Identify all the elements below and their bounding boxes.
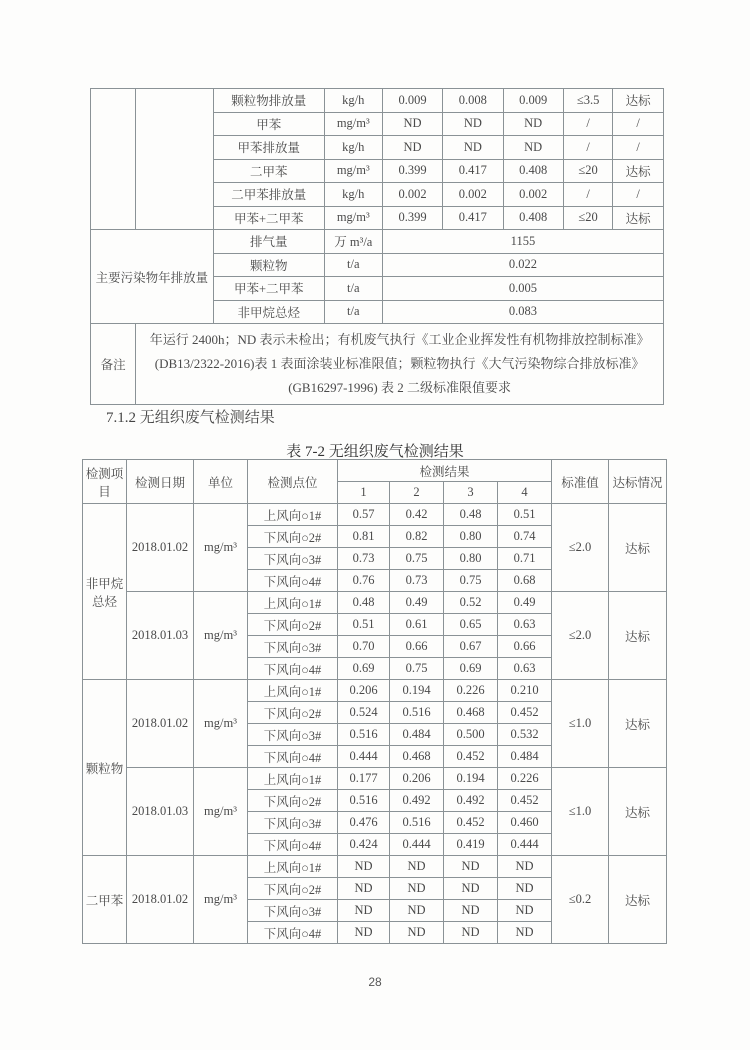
value-cell: 0.500	[444, 724, 498, 746]
value-cell: ND	[444, 878, 498, 900]
emission-table-continued	[90, 88, 664, 405]
unit-cell: mg/m³	[194, 768, 248, 856]
value-cell: ND	[390, 856, 444, 878]
blank-cell	[91, 89, 136, 230]
unit-cell: mg/m³	[194, 592, 248, 680]
value-cell: 0.57	[338, 504, 390, 526]
date-cell: 2018.01.02	[127, 504, 194, 592]
result-cell: 达标	[613, 89, 664, 113]
point-cell: 下风向○4#	[248, 922, 338, 944]
value-cell: 0.468	[444, 702, 498, 724]
value-cell: 0.452	[498, 790, 552, 812]
item-cell: 甲苯+二甲苯	[213, 277, 324, 301]
date-cell: 2018.01.02	[127, 856, 194, 944]
value-cell: 0.484	[498, 746, 552, 768]
point-cell: 上风向○1#	[248, 680, 338, 702]
value-cell: 0.009	[503, 89, 563, 113]
value-cell: 0.71	[498, 548, 552, 570]
value-cell: 0.452	[444, 746, 498, 768]
item-cell: 甲苯排放量	[213, 136, 324, 160]
value-cell: 0.52	[444, 592, 498, 614]
value-cell: ND	[498, 878, 552, 900]
unit-cell: mg/m³	[324, 159, 382, 183]
limit-cell: ≤1.0	[552, 680, 609, 768]
value-cell: 0.69	[338, 658, 390, 680]
item-cell: 非甲烷总烃	[213, 300, 324, 324]
value-cell: 0.484	[390, 724, 444, 746]
value-cell: 0.516	[390, 702, 444, 724]
limit-cell: /	[563, 112, 613, 136]
point-cell: 下风向○3#	[248, 724, 338, 746]
value-cell: 0.516	[338, 724, 390, 746]
value-cell: 0.408	[503, 159, 563, 183]
value-cell: 0.002	[382, 183, 442, 207]
point-cell: 下风向○3#	[248, 812, 338, 834]
value-cell: 0.005	[382, 277, 663, 301]
result-cell: 达标	[613, 159, 664, 183]
point-cell: 下风向○2#	[248, 790, 338, 812]
value-cell: 0.399	[382, 206, 442, 230]
value-cell: 0.417	[443, 206, 503, 230]
value-cell: 0.444	[390, 834, 444, 856]
point-cell: 下风向○2#	[248, 878, 338, 900]
value-cell: 0.008	[443, 89, 503, 113]
value-cell: 0.194	[444, 768, 498, 790]
limit-cell: /	[563, 183, 613, 207]
status-cell: 达标	[609, 680, 667, 768]
page-number: 28	[368, 975, 382, 989]
point-cell: 上风向○1#	[248, 592, 338, 614]
limit-cell: ≤2.0	[552, 592, 609, 680]
unit-cell: kg/h	[324, 183, 382, 207]
item-cell: 颗粒物	[213, 253, 324, 277]
header-results: 检测结果	[338, 460, 552, 482]
value-cell: 0.75	[390, 658, 444, 680]
header-point: 检测点位	[248, 460, 338, 504]
value-cell: 0.66	[390, 636, 444, 658]
note-line: (DB13/2322-2016)表 1 表面涂装业标准限值；颗粒物执行《大气污染物综合排放标准》	[154, 356, 645, 371]
value-cell: 0.49	[498, 592, 552, 614]
table-row	[91, 230, 664, 254]
result-cell: 达标	[613, 206, 664, 230]
value-cell: ND	[382, 136, 442, 160]
unit-cell: mg/m³	[194, 680, 248, 768]
value-cell: ND	[338, 900, 390, 922]
note-label: 备注	[91, 324, 136, 405]
header-r3: 3	[444, 482, 498, 504]
header-r4: 4	[498, 482, 552, 504]
header-r2: 2	[390, 482, 444, 504]
limit-cell: ≤2.0	[552, 504, 609, 592]
value-cell: 0.492	[444, 790, 498, 812]
value-cell: 0.468	[390, 746, 444, 768]
value-cell: 0.67	[444, 636, 498, 658]
value-cell: 0.408	[503, 206, 563, 230]
value-cell: ND	[338, 878, 390, 900]
value-cell: 0.76	[338, 570, 390, 592]
value-cell: 0.476	[338, 812, 390, 834]
value-cell: 0.49	[390, 592, 444, 614]
blank-cell	[136, 89, 214, 230]
value-cell: 0.417	[443, 159, 503, 183]
item-cell: 二甲苯	[213, 159, 324, 183]
value-cell: 0.69	[444, 658, 498, 680]
unit-cell: t/a	[324, 253, 382, 277]
value-cell: 0.80	[444, 548, 498, 570]
value-cell: 0.66	[498, 636, 552, 658]
table-row	[83, 504, 667, 526]
header-r1: 1	[338, 482, 390, 504]
unit-cell: mg/m³	[194, 504, 248, 592]
value-cell: 0.63	[498, 658, 552, 680]
unit-cell: t/a	[324, 300, 382, 324]
limit-cell: ≤3.5	[563, 89, 613, 113]
value-cell: 0.452	[498, 702, 552, 724]
value-cell: ND	[498, 900, 552, 922]
item-cell: 排气量	[213, 230, 324, 254]
value-cell: ND	[390, 878, 444, 900]
value-cell: 1155	[382, 230, 663, 254]
unit-cell: mg/m³	[324, 112, 382, 136]
value-cell: 0.226	[444, 680, 498, 702]
value-cell: ND	[444, 900, 498, 922]
value-cell: 0.74	[498, 526, 552, 548]
value-cell: 0.48	[338, 592, 390, 614]
value-cell: 0.80	[444, 526, 498, 548]
point-cell: 下风向○4#	[248, 658, 338, 680]
value-cell: 0.73	[390, 570, 444, 592]
value-cell: 0.63	[498, 614, 552, 636]
value-cell: 0.75	[444, 570, 498, 592]
value-cell: 0.68	[498, 570, 552, 592]
point-cell: 下风向○3#	[248, 548, 338, 570]
note-row	[91, 324, 664, 405]
note-text	[136, 324, 664, 405]
value-cell: 0.206	[338, 680, 390, 702]
section-heading: 7.1.2 无组织废气检测结果	[106, 410, 275, 426]
point-cell: 下风向○3#	[248, 636, 338, 658]
header-item: 检测项目	[83, 460, 127, 504]
value-cell: 0.206	[390, 768, 444, 790]
value-cell: 0.419	[444, 834, 498, 856]
table-caption: 表 7-2 无组织废气检测结果	[286, 444, 464, 460]
value-cell: 0.51	[498, 504, 552, 526]
status-cell: 达标	[609, 592, 667, 680]
date-cell: 2018.01.03	[127, 768, 194, 856]
status-cell: 达标	[609, 856, 667, 944]
value-cell: 0.65	[444, 614, 498, 636]
point-cell: 下风向○4#	[248, 746, 338, 768]
status-cell: 达标	[609, 768, 667, 856]
value-cell: 0.532	[498, 724, 552, 746]
value-cell: ND	[443, 136, 503, 160]
item-cell: 颗粒物	[83, 680, 127, 856]
unit-cell: kg/h	[324, 136, 382, 160]
item-cell: 甲苯+二甲苯	[213, 206, 324, 230]
point-cell: 上风向○1#	[248, 768, 338, 790]
value-cell: ND	[498, 856, 552, 878]
result-cell: /	[613, 183, 664, 207]
value-cell: ND	[338, 922, 390, 944]
value-cell: 0.002	[443, 183, 503, 207]
item-cell: 甲苯	[213, 112, 324, 136]
item-cell: 颗粒物排放量	[213, 89, 324, 113]
value-cell: 0.73	[338, 548, 390, 570]
value-cell: 0.399	[382, 159, 442, 183]
point-cell: 下风向○2#	[248, 614, 338, 636]
value-cell: 0.492	[390, 790, 444, 812]
value-cell: ND	[443, 112, 503, 136]
unit-cell: mg/m³	[324, 206, 382, 230]
point-cell: 下风向○4#	[248, 834, 338, 856]
point-cell: 下风向○2#	[248, 702, 338, 724]
point-cell: 下风向○3#	[248, 900, 338, 922]
value-cell: ND	[390, 900, 444, 922]
item-cell: 二甲苯排放量	[213, 183, 324, 207]
table-row	[83, 856, 667, 878]
value-cell: 0.75	[390, 548, 444, 570]
value-cell: 0.452	[444, 812, 498, 834]
point-cell: 下风向○2#	[248, 526, 338, 548]
note-line: (GB16297-1996) 表 2 二级标准限值要求	[288, 380, 512, 395]
limit-cell: ≤20	[563, 159, 613, 183]
value-cell: 0.022	[382, 253, 663, 277]
value-cell: ND	[390, 922, 444, 944]
header-limit: 标准值	[552, 460, 609, 504]
value-cell: ND	[382, 112, 442, 136]
value-cell: 0.002	[503, 183, 563, 207]
value-cell: 0.82	[390, 526, 444, 548]
result-cell: /	[613, 136, 664, 160]
limit-cell: ≤20	[563, 206, 613, 230]
table-row	[91, 89, 664, 113]
limit-cell: ≤1.0	[552, 768, 609, 856]
unit-cell: mg/m³	[194, 856, 248, 944]
point-cell: 上风向○1#	[248, 856, 338, 878]
value-cell: 0.51	[338, 614, 390, 636]
status-cell: 达标	[609, 504, 667, 592]
value-cell: ND	[338, 856, 390, 878]
value-cell: 0.48	[444, 504, 498, 526]
table-row	[83, 592, 667, 614]
value-cell: 0.424	[338, 834, 390, 856]
value-cell: ND	[444, 856, 498, 878]
fugitive-emission-table	[82, 459, 667, 944]
value-cell: 0.226	[498, 768, 552, 790]
value-cell: 0.177	[338, 768, 390, 790]
header-status: 达标情况	[609, 460, 667, 504]
date-cell: 2018.01.03	[127, 592, 194, 680]
value-cell: 0.444	[498, 834, 552, 856]
result-cell: /	[613, 112, 664, 136]
unit-cell: t/a	[324, 277, 382, 301]
value-cell: 0.009	[382, 89, 442, 113]
value-cell: 0.194	[390, 680, 444, 702]
value-cell: ND	[498, 922, 552, 944]
value-cell: 0.516	[338, 790, 390, 812]
value-cell: 0.444	[338, 746, 390, 768]
value-cell: ND	[503, 136, 563, 160]
value-cell: ND	[503, 112, 563, 136]
value-cell: 0.460	[498, 812, 552, 834]
unit-cell: 万 m³/a	[324, 230, 382, 254]
value-cell: 0.083	[382, 300, 663, 324]
date-cell: 2018.01.02	[127, 680, 194, 768]
value-cell: 0.210	[498, 680, 552, 702]
value-cell: 0.524	[338, 702, 390, 724]
item-cell: 二甲苯	[83, 856, 127, 944]
value-cell: 0.81	[338, 526, 390, 548]
point-cell: 下风向○4#	[248, 570, 338, 592]
table-row	[83, 768, 667, 790]
value-cell: 0.70	[338, 636, 390, 658]
header-unit: 单位	[194, 460, 248, 504]
limit-cell: /	[563, 136, 613, 160]
note-line: 年运行 2400h；ND 表示未检出；有机废气执行《工业企业挥发性有机物排放控制标准》	[149, 332, 650, 347]
value-cell: 0.516	[390, 812, 444, 834]
table-row	[83, 680, 667, 702]
value-cell: 0.61	[390, 614, 444, 636]
value-cell: ND	[444, 922, 498, 944]
limit-cell: ≤0.2	[552, 856, 609, 944]
unit-cell: kg/h	[324, 89, 382, 113]
header-date: 检测日期	[127, 460, 194, 504]
point-cell: 上风向○1#	[248, 504, 338, 526]
annual-label: 主要污染物年排放量	[91, 230, 214, 324]
value-cell: 0.42	[390, 504, 444, 526]
item-cell: 非甲烷总烃	[83, 504, 127, 680]
